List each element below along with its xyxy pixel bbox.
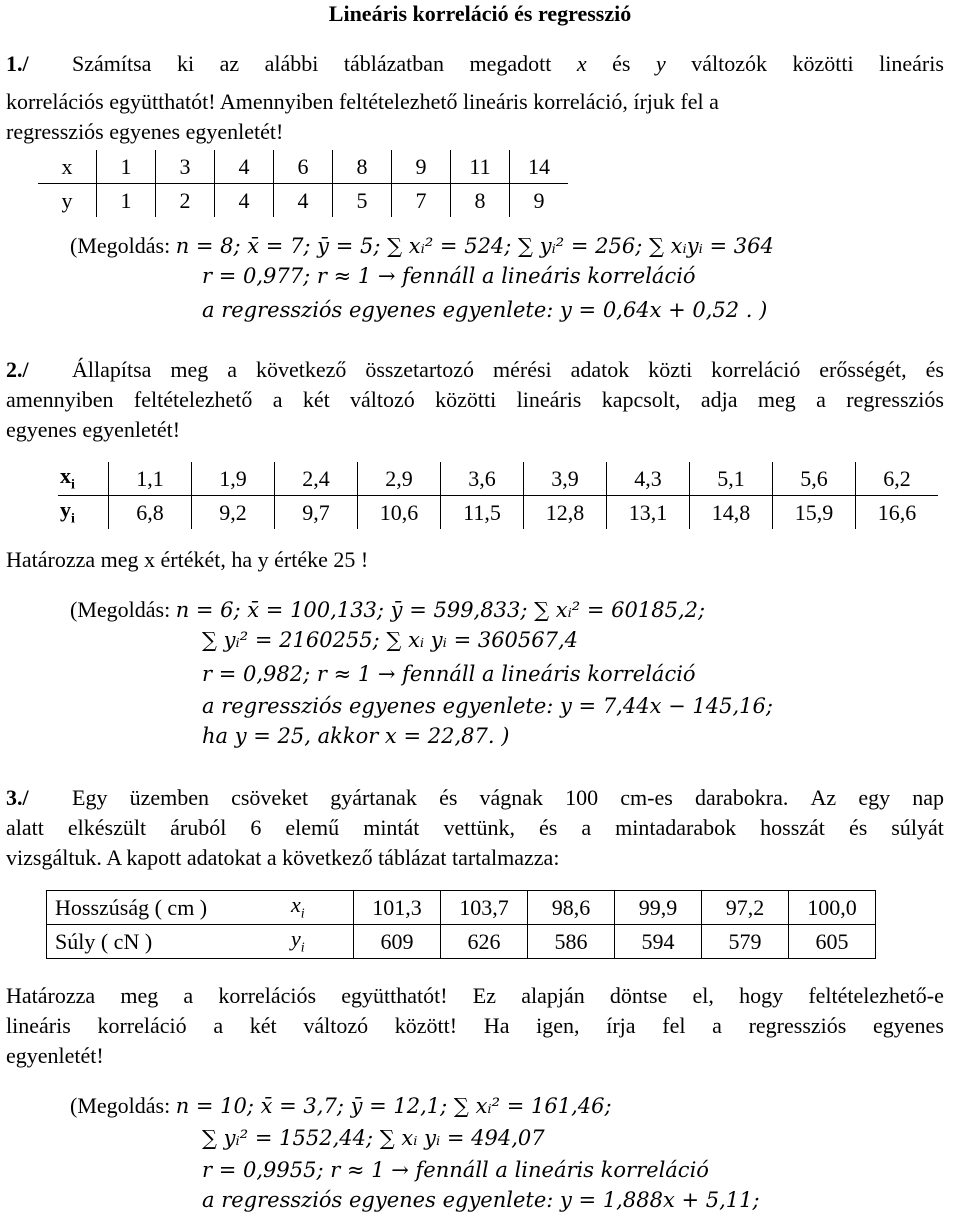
word: áruból bbox=[170, 815, 227, 840]
word: ki bbox=[176, 51, 195, 76]
word: az bbox=[219, 51, 240, 76]
word: együtthatót! bbox=[341, 983, 448, 1008]
table-cell: 5,1 bbox=[690, 462, 773, 496]
table-cell: 2 bbox=[156, 184, 215, 218]
table-cell: 98,6 bbox=[528, 891, 615, 925]
p2-data-table bbox=[58, 462, 938, 529]
p2-solution-2: ∑ yᵢ² = 2160255; ∑ xᵢ yᵢ = 360567,4 bbox=[202, 628, 579, 652]
p2-x-row bbox=[58, 462, 938, 496]
table-cell: 6,2 bbox=[856, 462, 939, 496]
p3-after-3: egyenletét! bbox=[6, 1043, 104, 1068]
word: regressziós bbox=[846, 387, 944, 412]
table-cell: 2,9 bbox=[358, 462, 441, 496]
word: a bbox=[816, 387, 826, 412]
word: erősségét, bbox=[819, 357, 907, 382]
row-label: $y_i$ bbox=[60, 497, 75, 527]
table-cell: 605 bbox=[789, 925, 876, 959]
word: 6 bbox=[250, 815, 262, 840]
word: a bbox=[272, 387, 283, 412]
word: változó bbox=[303, 1013, 369, 1038]
table-cell: 4,3 bbox=[607, 462, 690, 496]
word: közötti bbox=[435, 387, 497, 412]
p1-solution-1: (Megoldás: n = 8; x̄ = 7; ȳ = 5; ∑ xᵢ² = 524; ∑ yᵢ² = 256; ∑ xᵢyᵢ = 364 bbox=[70, 233, 774, 258]
p3-line2 bbox=[6, 814, 944, 842]
word: feltételezhető bbox=[133, 387, 253, 412]
word: összetartozó bbox=[365, 357, 475, 382]
word: lineáris bbox=[516, 387, 582, 412]
p1-line3: regressziós egyenes egyenletét! bbox=[6, 119, 284, 144]
word: x bbox=[576, 51, 587, 76]
word: mintát bbox=[363, 815, 420, 840]
word: igen, bbox=[536, 1013, 580, 1038]
table-cell: 609 bbox=[354, 925, 441, 959]
table-cell: 14 bbox=[510, 150, 569, 184]
table-cell: 3,6 bbox=[441, 462, 524, 496]
table-cell: 2,4 bbox=[275, 462, 358, 496]
table-cell: 1,1 bbox=[109, 462, 192, 496]
table-cell: 1,9 bbox=[192, 462, 275, 496]
p3-solution-2: ∑ yᵢ² = 1552,44; ∑ xᵢ yᵢ = 494,07 bbox=[202, 1126, 545, 1150]
word: fel bbox=[662, 1013, 686, 1038]
word: a bbox=[227, 357, 237, 382]
table-cell: 103,7 bbox=[441, 891, 528, 925]
word: 100 bbox=[565, 785, 599, 810]
row-label: x bbox=[38, 150, 97, 184]
word: és bbox=[538, 815, 558, 840]
word: két bbox=[249, 1013, 277, 1038]
p2-solution-3: r = 0,982; r ≈ 1 → fennáll a lineáris korreláció bbox=[202, 662, 696, 686]
p1-y-row bbox=[38, 184, 568, 218]
table-cell: 9,7 bbox=[275, 496, 358, 530]
word: vettünk, bbox=[443, 815, 515, 840]
p1-data-table bbox=[38, 150, 568, 217]
p3-weight-row bbox=[47, 925, 876, 959]
table-cell: 626 bbox=[441, 925, 528, 959]
word: alábbi bbox=[264, 51, 319, 76]
p1-number: 1./ bbox=[6, 51, 29, 76]
table-cell: 3 bbox=[156, 150, 215, 184]
table-cell: 10,6 bbox=[358, 496, 441, 530]
table-cell: 1 bbox=[97, 150, 156, 184]
word: el, bbox=[692, 983, 714, 1008]
table-cell: 1 bbox=[97, 184, 156, 218]
p3-length-var: $x_i$ bbox=[291, 891, 354, 925]
word: írja bbox=[606, 1013, 636, 1038]
word: korrelációs bbox=[218, 983, 317, 1008]
word: Határozza bbox=[6, 983, 96, 1008]
word: darabokra. bbox=[694, 785, 789, 810]
word: adja bbox=[700, 387, 738, 412]
p3-line1-words bbox=[72, 784, 944, 812]
table-cell: 9 bbox=[510, 184, 569, 218]
word: döntse bbox=[609, 983, 668, 1008]
word: lineáris bbox=[879, 51, 944, 76]
table-cell: 6,8 bbox=[109, 496, 192, 530]
table-cell: 586 bbox=[528, 925, 615, 959]
word: elkészült bbox=[67, 815, 147, 840]
p3-solution-4: a regressziós egyenes egyenlete: y = 1,888x + 5,11; bbox=[202, 1188, 760, 1212]
p3-line1 bbox=[6, 784, 944, 812]
p1-solution-3: a regressziós egyenes egyenlete: y = 0,64x + 0,52 . ) bbox=[202, 298, 768, 322]
word: között! bbox=[394, 1013, 458, 1038]
p3-data-table bbox=[46, 890, 876, 959]
word: mérési bbox=[493, 357, 552, 382]
word: egy bbox=[858, 785, 891, 810]
word: és bbox=[612, 51, 631, 76]
p3-line3: vizsgáltuk. A kapott adatokat a következő táblázat tartalmazza: bbox=[6, 845, 560, 870]
p1-solution-2: r = 0,977; r ≈ 1 → fennáll a lineáris korreláció bbox=[202, 264, 696, 288]
word: megadott bbox=[469, 51, 552, 76]
table-cell: 594 bbox=[615, 925, 702, 959]
word: cm-es bbox=[620, 785, 673, 810]
table-cell: 101,3 bbox=[354, 891, 441, 925]
word: nap bbox=[912, 785, 944, 810]
table-cell: 97,2 bbox=[702, 891, 789, 925]
p1-line2: korrelációs együtthatót! Amennyiben feltételezhető lineáris korreláció, írjuk fel a bbox=[6, 89, 719, 114]
p3-solution-1: (Megoldás: n = 10; x̄ = 3,7; ȳ = 12,1; ∑ xᵢ² = 161,46; bbox=[70, 1093, 612, 1118]
word: amennyiben bbox=[6, 387, 114, 412]
word: meg bbox=[170, 357, 209, 382]
p2-number: 2./ bbox=[6, 357, 29, 382]
word: a bbox=[581, 815, 592, 840]
word: üzemben bbox=[129, 785, 209, 810]
word: Számítsa bbox=[72, 51, 152, 76]
word: és bbox=[848, 815, 868, 840]
word: súlyát bbox=[891, 815, 944, 840]
row-label: y bbox=[61, 187, 73, 213]
p1-line1 bbox=[6, 50, 944, 78]
p3-solution-3: r = 0,9955; r ≈ 1 → fennáll a lineáris korreláció bbox=[202, 1158, 709, 1182]
table-cell: 8 bbox=[333, 150, 392, 184]
p2-line3: egyenes egyenletét! bbox=[6, 417, 181, 442]
word: regressziós bbox=[748, 1013, 847, 1038]
p3-after-1 bbox=[6, 982, 944, 1010]
word: a bbox=[213, 1013, 224, 1038]
table-cell: 15,9 bbox=[773, 496, 856, 530]
word: Ez bbox=[472, 983, 496, 1008]
word: feltételezhető-e bbox=[808, 983, 944, 1008]
word: változó bbox=[350, 387, 415, 412]
table-cell: 4 bbox=[215, 150, 274, 184]
word: következő bbox=[255, 357, 347, 382]
p1-x-row bbox=[38, 150, 568, 184]
word: korreláció bbox=[97, 1013, 187, 1038]
word: közötti bbox=[792, 51, 854, 76]
table-cell: 8 bbox=[451, 184, 510, 218]
word: kapcsolt, bbox=[601, 387, 681, 412]
p3-after-2 bbox=[6, 1012, 944, 1040]
word: táblázatban bbox=[343, 51, 445, 76]
table-cell: 11,5 bbox=[441, 496, 524, 530]
word: Egy bbox=[72, 785, 108, 810]
word: elemű bbox=[285, 815, 340, 840]
p2-solution-4: a regressziós egyenes egyenlete: y = 7,44x − 145,16; bbox=[202, 694, 773, 718]
p2-line1-words bbox=[72, 356, 944, 384]
table-cell: 9,2 bbox=[192, 496, 275, 530]
word: változók bbox=[691, 51, 768, 76]
word: Az bbox=[810, 785, 837, 810]
table-cell: 11 bbox=[451, 150, 510, 184]
p3-weight-var: $y_i$ bbox=[291, 925, 354, 959]
word: a bbox=[712, 1013, 722, 1038]
p2-line1 bbox=[6, 356, 944, 384]
word: meg bbox=[757, 387, 796, 412]
p3-weight-label: Súly ( cN ) bbox=[47, 925, 292, 959]
word: gyártanak bbox=[330, 785, 417, 810]
word: két bbox=[302, 387, 330, 412]
table-cell: 7 bbox=[392, 184, 451, 218]
word: alapján bbox=[521, 983, 585, 1008]
word: egyenes bbox=[873, 1013, 944, 1038]
word: vágnak bbox=[479, 785, 544, 810]
table-cell: 3,9 bbox=[524, 462, 607, 496]
word: Ha bbox=[483, 1013, 510, 1038]
table-cell: 6 bbox=[274, 150, 333, 184]
word: közti bbox=[648, 357, 693, 382]
p1-line1-words bbox=[72, 50, 944, 78]
word: lineáris bbox=[6, 1013, 71, 1038]
table-cell: 4 bbox=[215, 184, 274, 218]
word: és bbox=[925, 357, 944, 382]
table-cell: 5 bbox=[333, 184, 392, 218]
p2-line2 bbox=[6, 386, 944, 414]
row-label: $x_i$ bbox=[58, 462, 109, 496]
table-cell: 99,9 bbox=[615, 891, 702, 925]
table-cell: 12,8 bbox=[524, 496, 607, 530]
table-cell: 5,6 bbox=[773, 462, 856, 496]
table-cell: 13,1 bbox=[607, 496, 690, 530]
word: korreláció bbox=[711, 357, 801, 382]
word: mintadarabok bbox=[615, 815, 737, 840]
word: meg bbox=[120, 983, 159, 1008]
word: és bbox=[439, 785, 458, 810]
table-cell: 9 bbox=[392, 150, 451, 184]
word: y bbox=[656, 51, 666, 76]
table-cell: 16,6 bbox=[856, 496, 939, 530]
word: hogy bbox=[739, 983, 784, 1008]
p2-question: Határozza meg x értékét, ha y értéke 25 ! bbox=[6, 547, 369, 572]
word: adatok bbox=[570, 357, 630, 382]
page-title: Lineáris korreláció és regresszió bbox=[328, 1, 632, 26]
word: csöveket bbox=[231, 785, 309, 810]
table-cell: 14,8 bbox=[690, 496, 773, 530]
p3-length-label: Hosszúság ( cm ) bbox=[47, 891, 292, 925]
table-cell: 4 bbox=[274, 184, 333, 218]
word: a bbox=[183, 983, 194, 1008]
p2-solution-5: ha y = 25, akkor x = 22,87. ) bbox=[202, 724, 510, 748]
p3-number: 3./ bbox=[6, 785, 29, 810]
p2-solution-1: (Megoldás: n = 6; x̄ = 100,133; ȳ = 599,833; ∑ xᵢ² = 60185,2; bbox=[70, 597, 706, 622]
table-cell: 579 bbox=[702, 925, 789, 959]
p2-y-row bbox=[58, 496, 938, 530]
table-cell: 100,0 bbox=[789, 891, 876, 925]
p3-length-row bbox=[47, 891, 876, 925]
word: alatt bbox=[6, 815, 44, 840]
word: hosszát bbox=[760, 815, 825, 840]
word: Állapítsa bbox=[72, 357, 152, 382]
